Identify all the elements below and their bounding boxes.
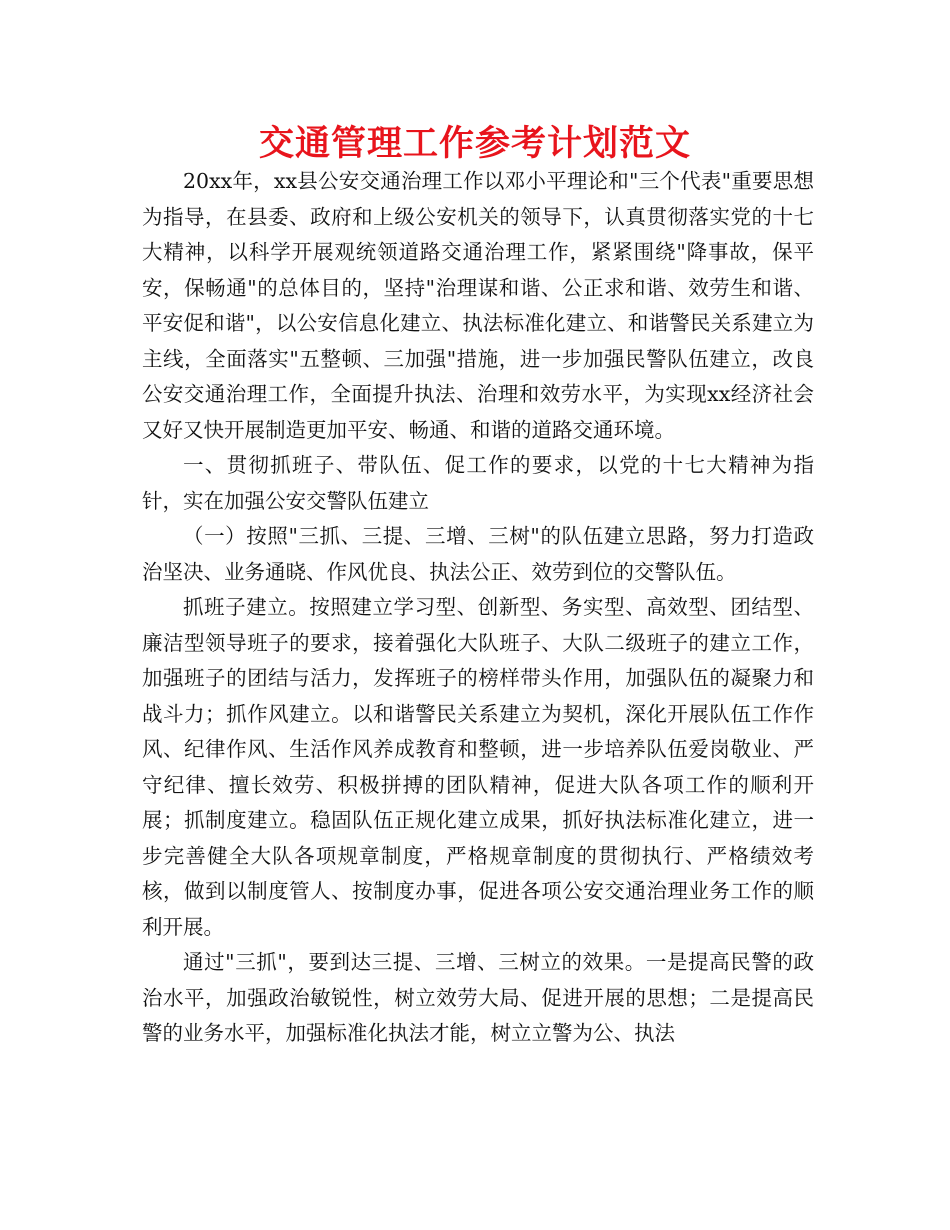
paragraph-team-building: 抓班子建立。按照建立学习型、创新型、务实型、高效型、团结型、廉洁型领导班子的要求，接着强化大队班子、大队二级班子的建立工作，加强班子的团结与活力，发挥班子的榜样带头作用，加强队伍的凝聚力和战斗力；抓作风建立。以和谐警民关系建立为契机，深化开展队伍工作作风、纪律作风、生活作风养成教育和整顿，进一步培养队伍爱岗敬业、严守纪律、擅长效劳、积极拼搏的团队精神，促进大队各项工作的顺利开展；抓制度建立。稳固队伍正规化建立成果，抓好执法标准化建立，进一步完善健全大队各项规章制度，严格规章制度的贯彻执行、严格绩效考核，做到以制度管人、按制度办事，促进各项公安交通治理业务工作的顺利开展。: [142, 595, 814, 939]
document-title: 交通管理工作参考计划范文: [258, 123, 691, 164]
paragraph-intro: 20xx年，xx县公安交通治理工作以邓小平理论和"三个代表"重要思想为指导，在县委、政府和上级公安机关的领导下，认真贯彻落实党的十七大精神，以科学开展观统领道路交通治理工作，紧紧围绕"降事故，保平安，保畅通"的总体目的，坚持"治理谋和谐、公正求和谐、效劳生和谐、平安促和谐"，以公安信息化建立、执法标准化建立、和谐警民关系建立为主线，全面落实"五整顿、三加强"措施，进一步加强民警队伍建立，改良公安交通治理工作，全面提升执法、治理和效劳水平，为实现xx经济社会又好又快开展制造更加平安、畅通、和谐的道路交通环境。: [142, 169, 814, 442]
document-body: [142, 164, 814, 1052]
paragraph-subsection-1: （一）按照"三抓、三提、三增、三树"的队伍建立思路，努力打造政治坚决、业务通晓、作风优良、执法公正、效劳到位的交警队伍。: [142, 524, 814, 584]
paragraph-three-goals: 通过"三抓"，要到达三提、三增、三树立的效果。一是提高民警的政治水平，加强政治敏锐性，树立效劳大局、促进开展的思想；二是提高民警的业务水平，加强标准化执法才能，树立立警为公、执法: [142, 950, 814, 1045]
paragraph-section-1-heading: 一、贯彻抓班子、带队伍、促工作的要求，以党的十七大精神为指针，实在加强公安交警队伍建立: [142, 453, 814, 513]
